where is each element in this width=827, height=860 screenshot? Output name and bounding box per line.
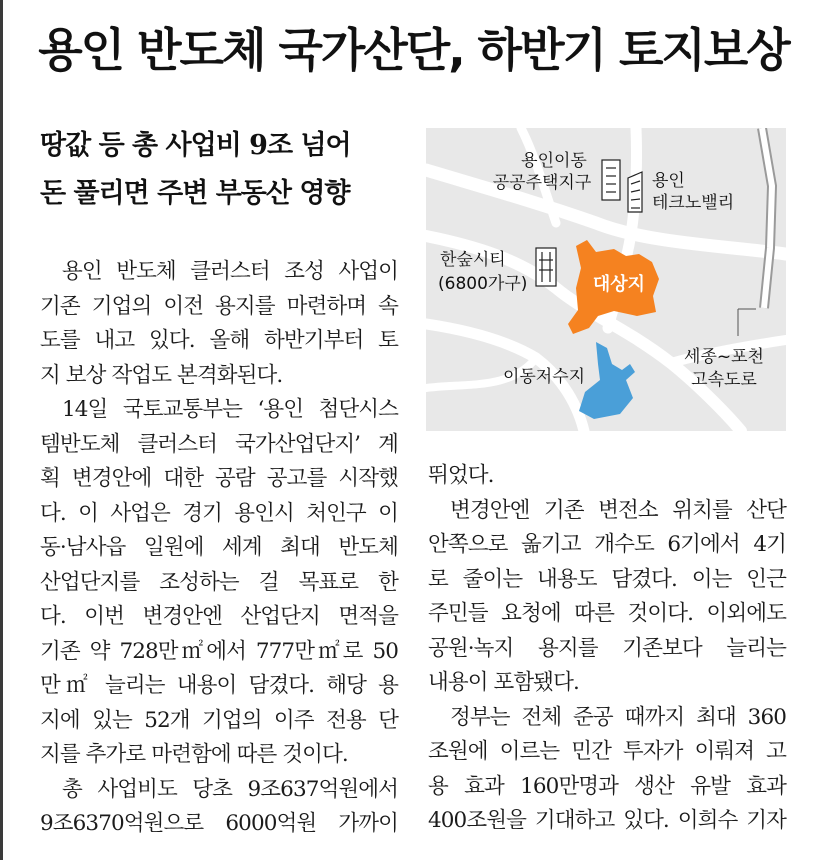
article-line: 14일 국토교통부는 ‘용인 첨단시스: [62, 397, 398, 422]
page-left-border: [0, 0, 3, 860]
building-icon-techno: [628, 172, 642, 212]
label-reservoir: 이동저수지: [502, 367, 586, 387]
label-techno-2: 테크노밸리: [652, 193, 735, 213]
article-line: 동·남사읍 일원에 세계 최대 반도체: [40, 535, 398, 560]
location-map: [426, 128, 786, 431]
headline: 용인 반도체 국가산단, 하반기 토지보상: [38, 23, 789, 77]
building-icon-hansup: [536, 248, 556, 286]
label-techno-1: 용인: [652, 171, 685, 191]
label-highway-1: 세종~포천: [684, 347, 764, 367]
article-line: 용 효과 160만명과 생산 유발 효과: [428, 773, 786, 799]
article-line: 뛰었다.: [428, 463, 494, 488]
article-line: 안쪽으로 옮기고 개수도 6기에서 4기: [428, 532, 786, 557]
article-column-left: [40, 255, 398, 842]
article-line: 다. 이 사업은 경기 용인시 처인구 이: [40, 500, 398, 526]
article-line: 공원·녹지 용지를 기존보다 늘리는: [428, 635, 786, 661]
subheadline-1: 땅값 등 총 사업비 9조 넘어: [40, 130, 351, 161]
article-line: 만㎡ 늘리는 내용이 담겼다. 해당 용: [40, 673, 398, 698]
label-target-site: 대상지: [592, 274, 646, 295]
article-line: 총 사업비도 당초 9조637억원에서: [62, 776, 398, 802]
article-line: 지를 추가로 마련함에 따른 것이다.: [40, 742, 348, 767]
article-line: 기존 약 728만㎡에서 777만㎡로 50: [40, 638, 398, 664]
subheadline-2: 돈 풀리면 주변 부동산 영향: [40, 178, 350, 209]
article-line: 조원에 이르는 민간 투자가 이뤄져 고: [428, 739, 786, 764]
article-line: 로 줄이는 내용도 담겼다. 이는 인근: [428, 566, 786, 592]
article-line: 지 보상 작업도 본격화된다.: [40, 362, 283, 388]
building-icon-idong: [602, 160, 620, 200]
subheadline-block: [40, 122, 400, 218]
article-line: 산업단지를 조성하는 걸 목표로 한: [40, 569, 398, 595]
label-hansup-2: (6800가구): [438, 274, 528, 294]
label-highway-2: 고속도로: [691, 370, 757, 390]
article-line: 400조원을 기대하고 있다. 이희수 기자: [428, 808, 786, 833]
article-line: 주민들 요청에 따른 것이다. 이외에도: [428, 601, 786, 626]
article-line: 용인 반도체 클러스터 조성 사업이: [62, 259, 398, 284]
article-line: 내용이 포함됐다.: [428, 670, 579, 695]
label-hansup-1: 한숲시티: [440, 250, 506, 270]
article-line: 템반도체 클러스터 국가산업단지’ 계: [40, 431, 398, 457]
article-line: 9조6370억원으로 6000억원 가까이: [40, 811, 398, 836]
label-yongin-idong-1: 용인이동: [521, 151, 587, 171]
article-column-right: [428, 459, 786, 839]
article-line: 도를 내고 있다. 올해 하반기부터 토: [40, 328, 398, 353]
label-yongin-idong-2: 공공주택지구: [492, 173, 592, 193]
article-line: 지에 있는 52개 기업의 이주 전용 단: [40, 707, 398, 733]
article-line: 변경안엔 기존 변전소 위치를 산단: [450, 497, 786, 523]
article-line: 획 변경안에 대한 공람 공고를 시작했: [40, 466, 398, 491]
article-line: 다. 이번 변경안엔 산업단지 면적을: [40, 604, 398, 629]
map-graphic: [426, 128, 786, 431]
article-line: 정부는 전체 준공 때까지 최대 360: [450, 704, 786, 730]
article-line: 기존 기업의 이전 용지를 마련하며 속: [40, 293, 398, 319]
